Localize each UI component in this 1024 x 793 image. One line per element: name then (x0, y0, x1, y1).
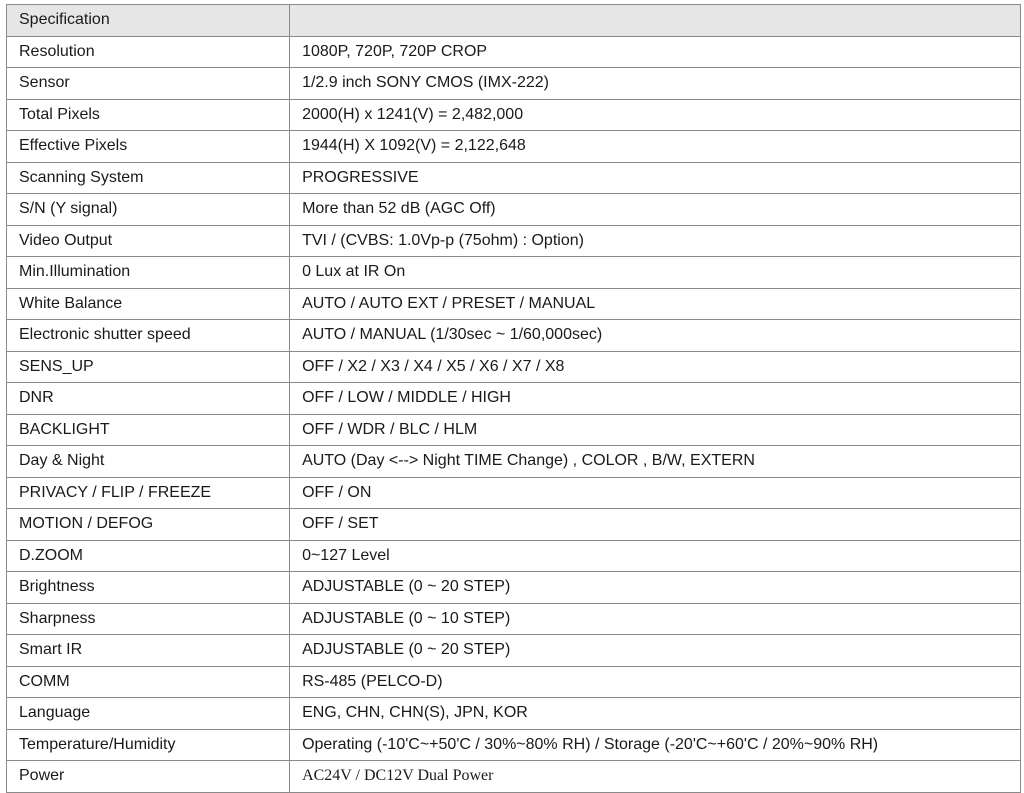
spec-label-cell: Language (7, 698, 290, 730)
spec-value-cell: 1944(H) X 1092(V) = 2,122,648 (290, 131, 1021, 163)
spec-label-cell: Resolution (7, 36, 290, 68)
table-row (7, 351, 1021, 383)
spec-value-cell: OFF / LOW / MIDDLE / HIGH (290, 383, 1021, 415)
header-label-cell: Specification (7, 5, 290, 37)
table-header-row (7, 5, 1021, 37)
spec-label-cell: COMM (7, 666, 290, 698)
table-body (7, 36, 1021, 792)
spec-value-cell: OFF / ON (290, 477, 1021, 509)
spec-value-cell: Operating (-10'C~+50'C / 30%~80% RH) / Storage (-20'C~+60'C / 20%~90% RH) (290, 729, 1021, 761)
spec-label-cell: Sharpness (7, 603, 290, 635)
spec-label-cell: Smart IR (7, 635, 290, 667)
spec-value-cell: OFF / SET (290, 509, 1021, 541)
table-row (7, 698, 1021, 730)
spec-value-cell: AC24V / DC12V Dual Power (290, 761, 1021, 793)
spec-label-cell: D.ZOOM (7, 540, 290, 572)
table-row (7, 635, 1021, 667)
spec-label-cell: Min.Illumination (7, 257, 290, 289)
spec-label-cell: White Balance (7, 288, 290, 320)
table-row (7, 603, 1021, 635)
spec-value-cell: ADJUSTABLE (0 ~ 20 STEP) (290, 572, 1021, 604)
spec-label-cell: DNR (7, 383, 290, 415)
table-row (7, 288, 1021, 320)
spec-label-cell: Brightness (7, 572, 290, 604)
spec-label-cell: Effective Pixels (7, 131, 290, 163)
spec-label-cell: Electronic shutter speed (7, 320, 290, 352)
table-row (7, 540, 1021, 572)
table-row (7, 162, 1021, 194)
table-row (7, 225, 1021, 257)
table-row (7, 729, 1021, 761)
spec-label-cell: Video Output (7, 225, 290, 257)
table-row (7, 99, 1021, 131)
table-row (7, 761, 1021, 793)
table-row (7, 194, 1021, 226)
spec-label-cell: Temperature/Humidity (7, 729, 290, 761)
spec-value-cell: 1080P, 720P, 720P CROP (290, 36, 1021, 68)
table-row (7, 666, 1021, 698)
table-row (7, 383, 1021, 415)
spec-value-cell: AUTO / MANUAL (1/30sec ~ 1/60,000sec) (290, 320, 1021, 352)
spec-value-cell: 1/2.9 inch SONY CMOS (IMX-222) (290, 68, 1021, 100)
spec-label-cell: Total Pixels (7, 99, 290, 131)
spec-label-cell: Day & Night (7, 446, 290, 478)
table-row (7, 257, 1021, 289)
specification-table (6, 4, 1021, 793)
table-row (7, 68, 1021, 100)
table-row (7, 36, 1021, 68)
table-row (7, 446, 1021, 478)
table-row (7, 320, 1021, 352)
spec-label-cell: MOTION / DEFOG (7, 509, 290, 541)
spec-value-cell: RS-485 (PELCO-D) (290, 666, 1021, 698)
spec-value-cell: OFF / X2 / X3 / X4 / X5 / X6 / X7 / X8 (290, 351, 1021, 383)
table-row (7, 414, 1021, 446)
table-row (7, 509, 1021, 541)
spec-label-cell: PRIVACY / FLIP / FREEZE (7, 477, 290, 509)
table-row (7, 572, 1021, 604)
spec-value-cell: AUTO / AUTO EXT / PRESET / MANUAL (290, 288, 1021, 320)
spec-value-cell: 0 Lux at IR On (290, 257, 1021, 289)
spec-label-cell: S/N (Y signal) (7, 194, 290, 226)
spec-value-cell: More than 52 dB (AGC Off) (290, 194, 1021, 226)
table-row (7, 477, 1021, 509)
header-value-cell (290, 5, 1021, 37)
spec-value-cell: OFF / WDR / BLC / HLM (290, 414, 1021, 446)
table-row (7, 131, 1021, 163)
spec-value-cell: PROGRESSIVE (290, 162, 1021, 194)
spec-value-cell: 2000(H) x 1241(V) = 2,482,000 (290, 99, 1021, 131)
spec-label-cell: Scanning System (7, 162, 290, 194)
spec-label-cell: Sensor (7, 68, 290, 100)
spec-label-cell: SENS_UP (7, 351, 290, 383)
spec-label-cell: BACKLIGHT (7, 414, 290, 446)
spec-value-cell: ADJUSTABLE (0 ~ 10 STEP) (290, 603, 1021, 635)
spec-value-cell: ADJUSTABLE (0 ~ 20 STEP) (290, 635, 1021, 667)
spec-value-cell: ENG, CHN, CHN(S), JPN, KOR (290, 698, 1021, 730)
spec-value-cell: AUTO (Day <--> Night TIME Change) , COLOR , B/W, EXTERN (290, 446, 1021, 478)
spec-label-cell: Power (7, 761, 290, 793)
spec-value-cell: TVI / (CVBS: 1.0Vp-p (75ohm) : Option) (290, 225, 1021, 257)
spec-value-cell: 0~127 Level (290, 540, 1021, 572)
